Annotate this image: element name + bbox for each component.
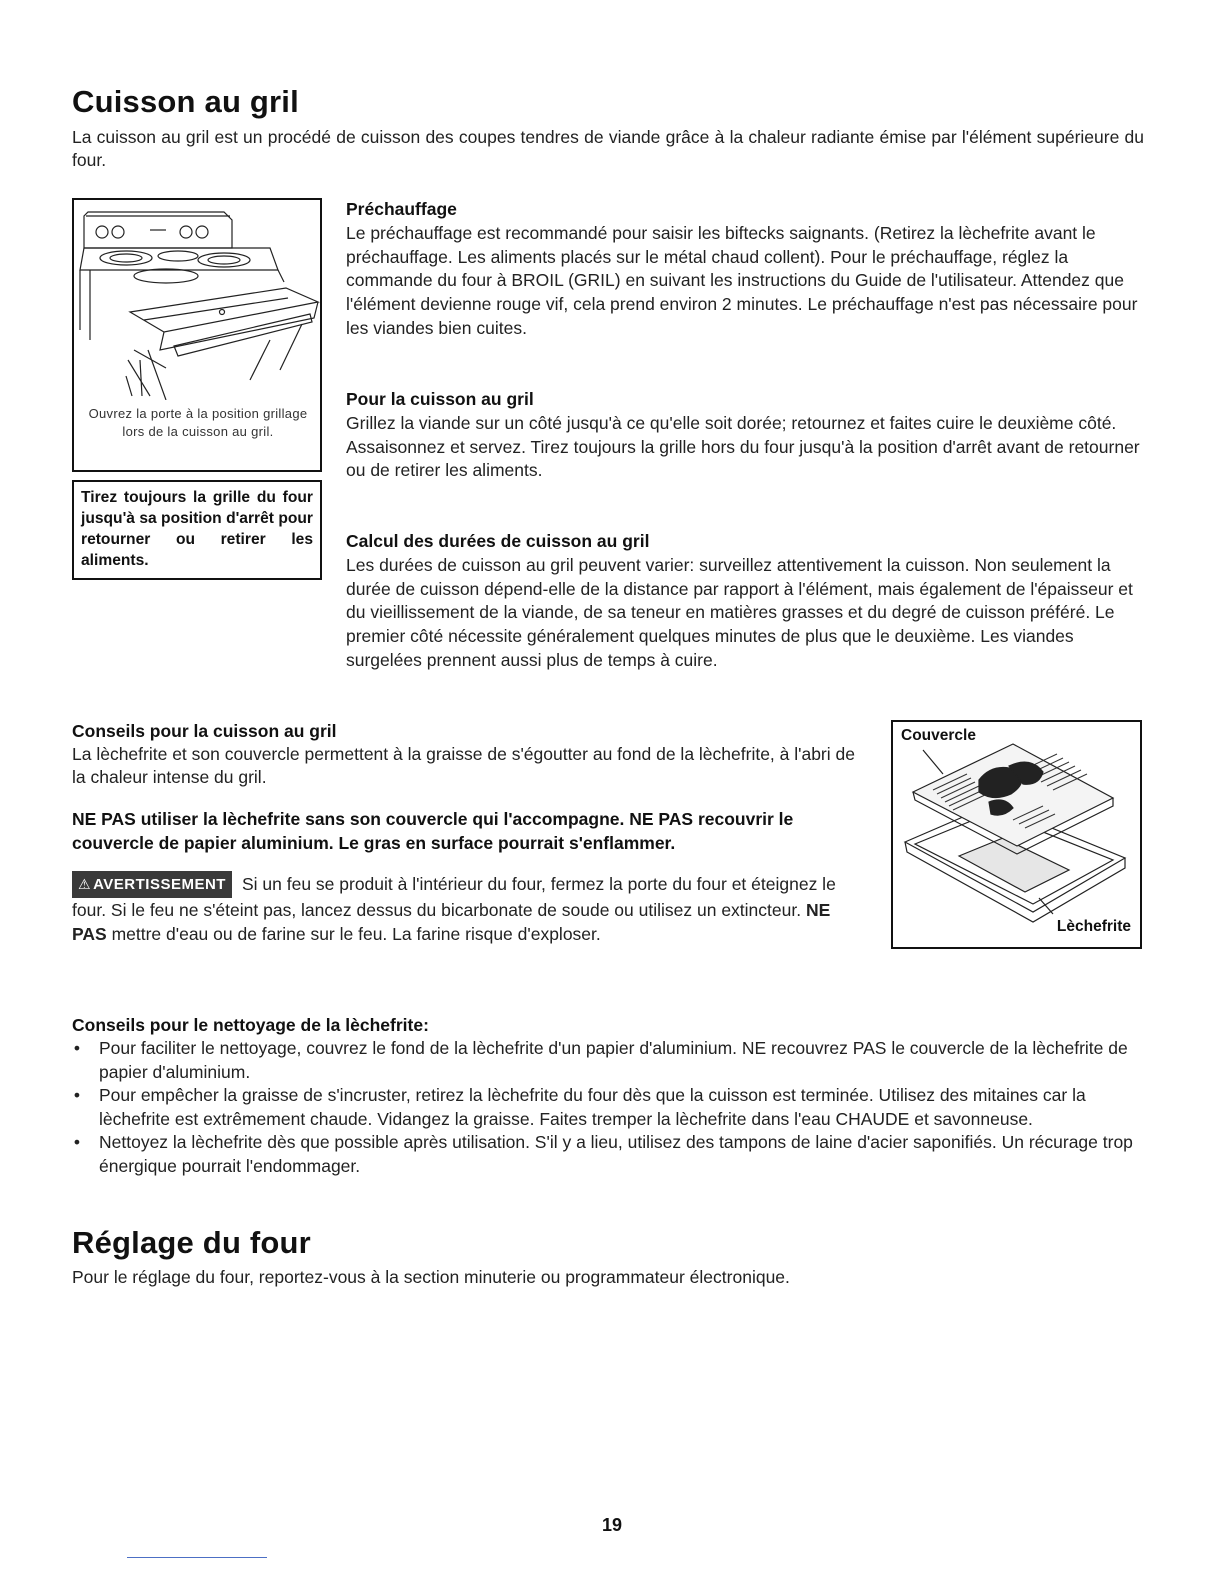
broiling-body: Grillez la viande sur un côté jusqu'à ce qu'elle soit dorée; retournez et faites cuire le deuxième côté. Assaisonnez et servez. Tirez toujours la grille hors du four jusqu'à la position d'arrêt avant de retourner ou de retirer les aliments. — [346, 413, 1140, 481]
broiling-heading: Pour la cuisson au gril — [346, 389, 534, 409]
list-item: • Pour faciliter le nettoyage, couvrez le fond de la lèchefrite d'un papier d'aluminium. NE recouvrez PAS le couvercle de la lèchefrite de papier d'aluminium. — [73, 1038, 1128, 1082]
tips-heading: Conseils pour la cuisson au gril — [72, 721, 337, 741]
bullet-icon: • — [73, 1085, 81, 1105]
oven-door-illustration-icon — [74, 200, 320, 400]
section-title-broiling: Cuisson au gril — [72, 84, 299, 119]
timing-heading: Calcul des durées de cuisson au gril — [346, 531, 650, 551]
broiler-pan-figure — [891, 720, 1142, 949]
timing-body: Les durées de cuisson au gril peuvent varier: surveillez attentivement la cuisson. Non seulement la durée de cuisson dépend-elle de la distance par rapport à l'élément, mais également de l'épaisseur et du vieillissement de la viande, de sa teneur en matières grasses et du degré de cuisson préféré. Le premier côté nécessite généralement quelques minutes de plus que le deuxième. Les viandes surgelées prennent aussi plus de temps à cuire. — [346, 555, 1133, 670]
preheat-heading: Préchauffage — [346, 199, 457, 219]
tips-section — [72, 720, 867, 946]
cleaning-heading: Conseils pour le nettoyage de la lèchefrite: — [72, 1015, 429, 1035]
warning-badge — [72, 871, 232, 898]
broiler-pan-illustration-icon — [893, 722, 1140, 947]
pull-rack-note: Tirez toujours la grille du four jusqu'à sa position d'arrêt pour retourner ou retirer les aliments. — [72, 480, 322, 580]
oven-figure-caption: Ouvrez la porte à la position grillage lors de la cuisson au gril. — [88, 406, 308, 439]
timing-section — [346, 530, 1146, 673]
section-title-oven-setting: Réglage du four — [72, 1225, 311, 1260]
fire-warning-part2: mettre d'eau ou de farine sur le feu. La farine risque d'exploser. — [111, 924, 601, 944]
broiling-section — [346, 388, 1146, 483]
fire-warning — [72, 871, 867, 946]
list-item: • Nettoyez la lèchefrite dès que possible après utilisation. S'il y a lieu, utilisez des tampons de laine d'acier saponifiés. Un récurage trop énergique pourrait l'endommager. — [73, 1132, 1133, 1176]
page-number: 19 — [601, 1515, 623, 1535]
list-item: • Pour empêcher la graisse de s'incruster, retirez la lèchefrite du four dès que la cuisson est terminée. Utilisez des mitaines car la lèchefrite est extrêmement chaude. Vidangez la graisse. Faites tremper la lèchefrite dans l'eau CHAUDE et savonneuse. — [73, 1085, 1086, 1129]
bullet-icon: • — [73, 1132, 81, 1152]
section-intro-oven-setting: Pour le réglage du four, reportez-vous à la section minuterie ou programmateur électronique. — [72, 1267, 790, 1287]
preheat-section — [346, 198, 1146, 341]
pan-label: Lèchefrite — [1056, 918, 1131, 935]
section-intro-broiling: La cuisson au gril est un procédé de cuisson des coupes tendres de viande grâce à la chaleur radiante émise par l'élément supérieure du four. — [72, 127, 1144, 170]
cleaning-section — [72, 1014, 1146, 1178]
preheat-body: Le préchauffage est recommandé pour saisir les biftecks saignants. (Retirez la lèchefrite avant le préchauffage. Les aliments placés sur le métal chaud collent). Pour le préchauffage, réglez la commande du four à BROIL (GRIL) en suivant les instructions du Guide de l'utilisateur. Attendez que l'élément devienne rouge vif, cela prend environ 2 minutes. Le préchauffage n'est pas nécessaire pour les viandes bien cuites. — [346, 223, 1138, 338]
bullet-icon: • — [73, 1038, 81, 1058]
oven-figure — [72, 198, 322, 472]
fire-warning-bold: NE PAS — [72, 900, 831, 944]
foil-warning: NE PAS utiliser la lèchefrite sans son couvercle qui l'accompagne. NE PAS recouvrir le couvercle de papier aluminium. Le gras en surface pourrait s'enflammer. — [72, 809, 794, 853]
cleaning-list — [72, 1037, 1146, 1178]
fire-warning-part1: Si un feu se produit à l'intérieur du four, fermez la porte du four et éteignez le four. Si le feu ne s'éteint pas, lancez dessus du bicarbonate de soude ou utilisez un extincteur. — [72, 874, 836, 920]
cover-label: Couvercle — [901, 727, 976, 744]
warning-badge-label: AVERTISSEMENT — [93, 876, 226, 893]
warning-triangle-icon: ⚠ — [78, 876, 92, 892]
footer-divider — [127, 1557, 267, 1558]
tips-body: La lèchefrite et son couvercle permettent à la graisse de s'égoutter au fond de la lèchefrite, à l'abri de la chaleur intense du gril. — [72, 744, 855, 787]
